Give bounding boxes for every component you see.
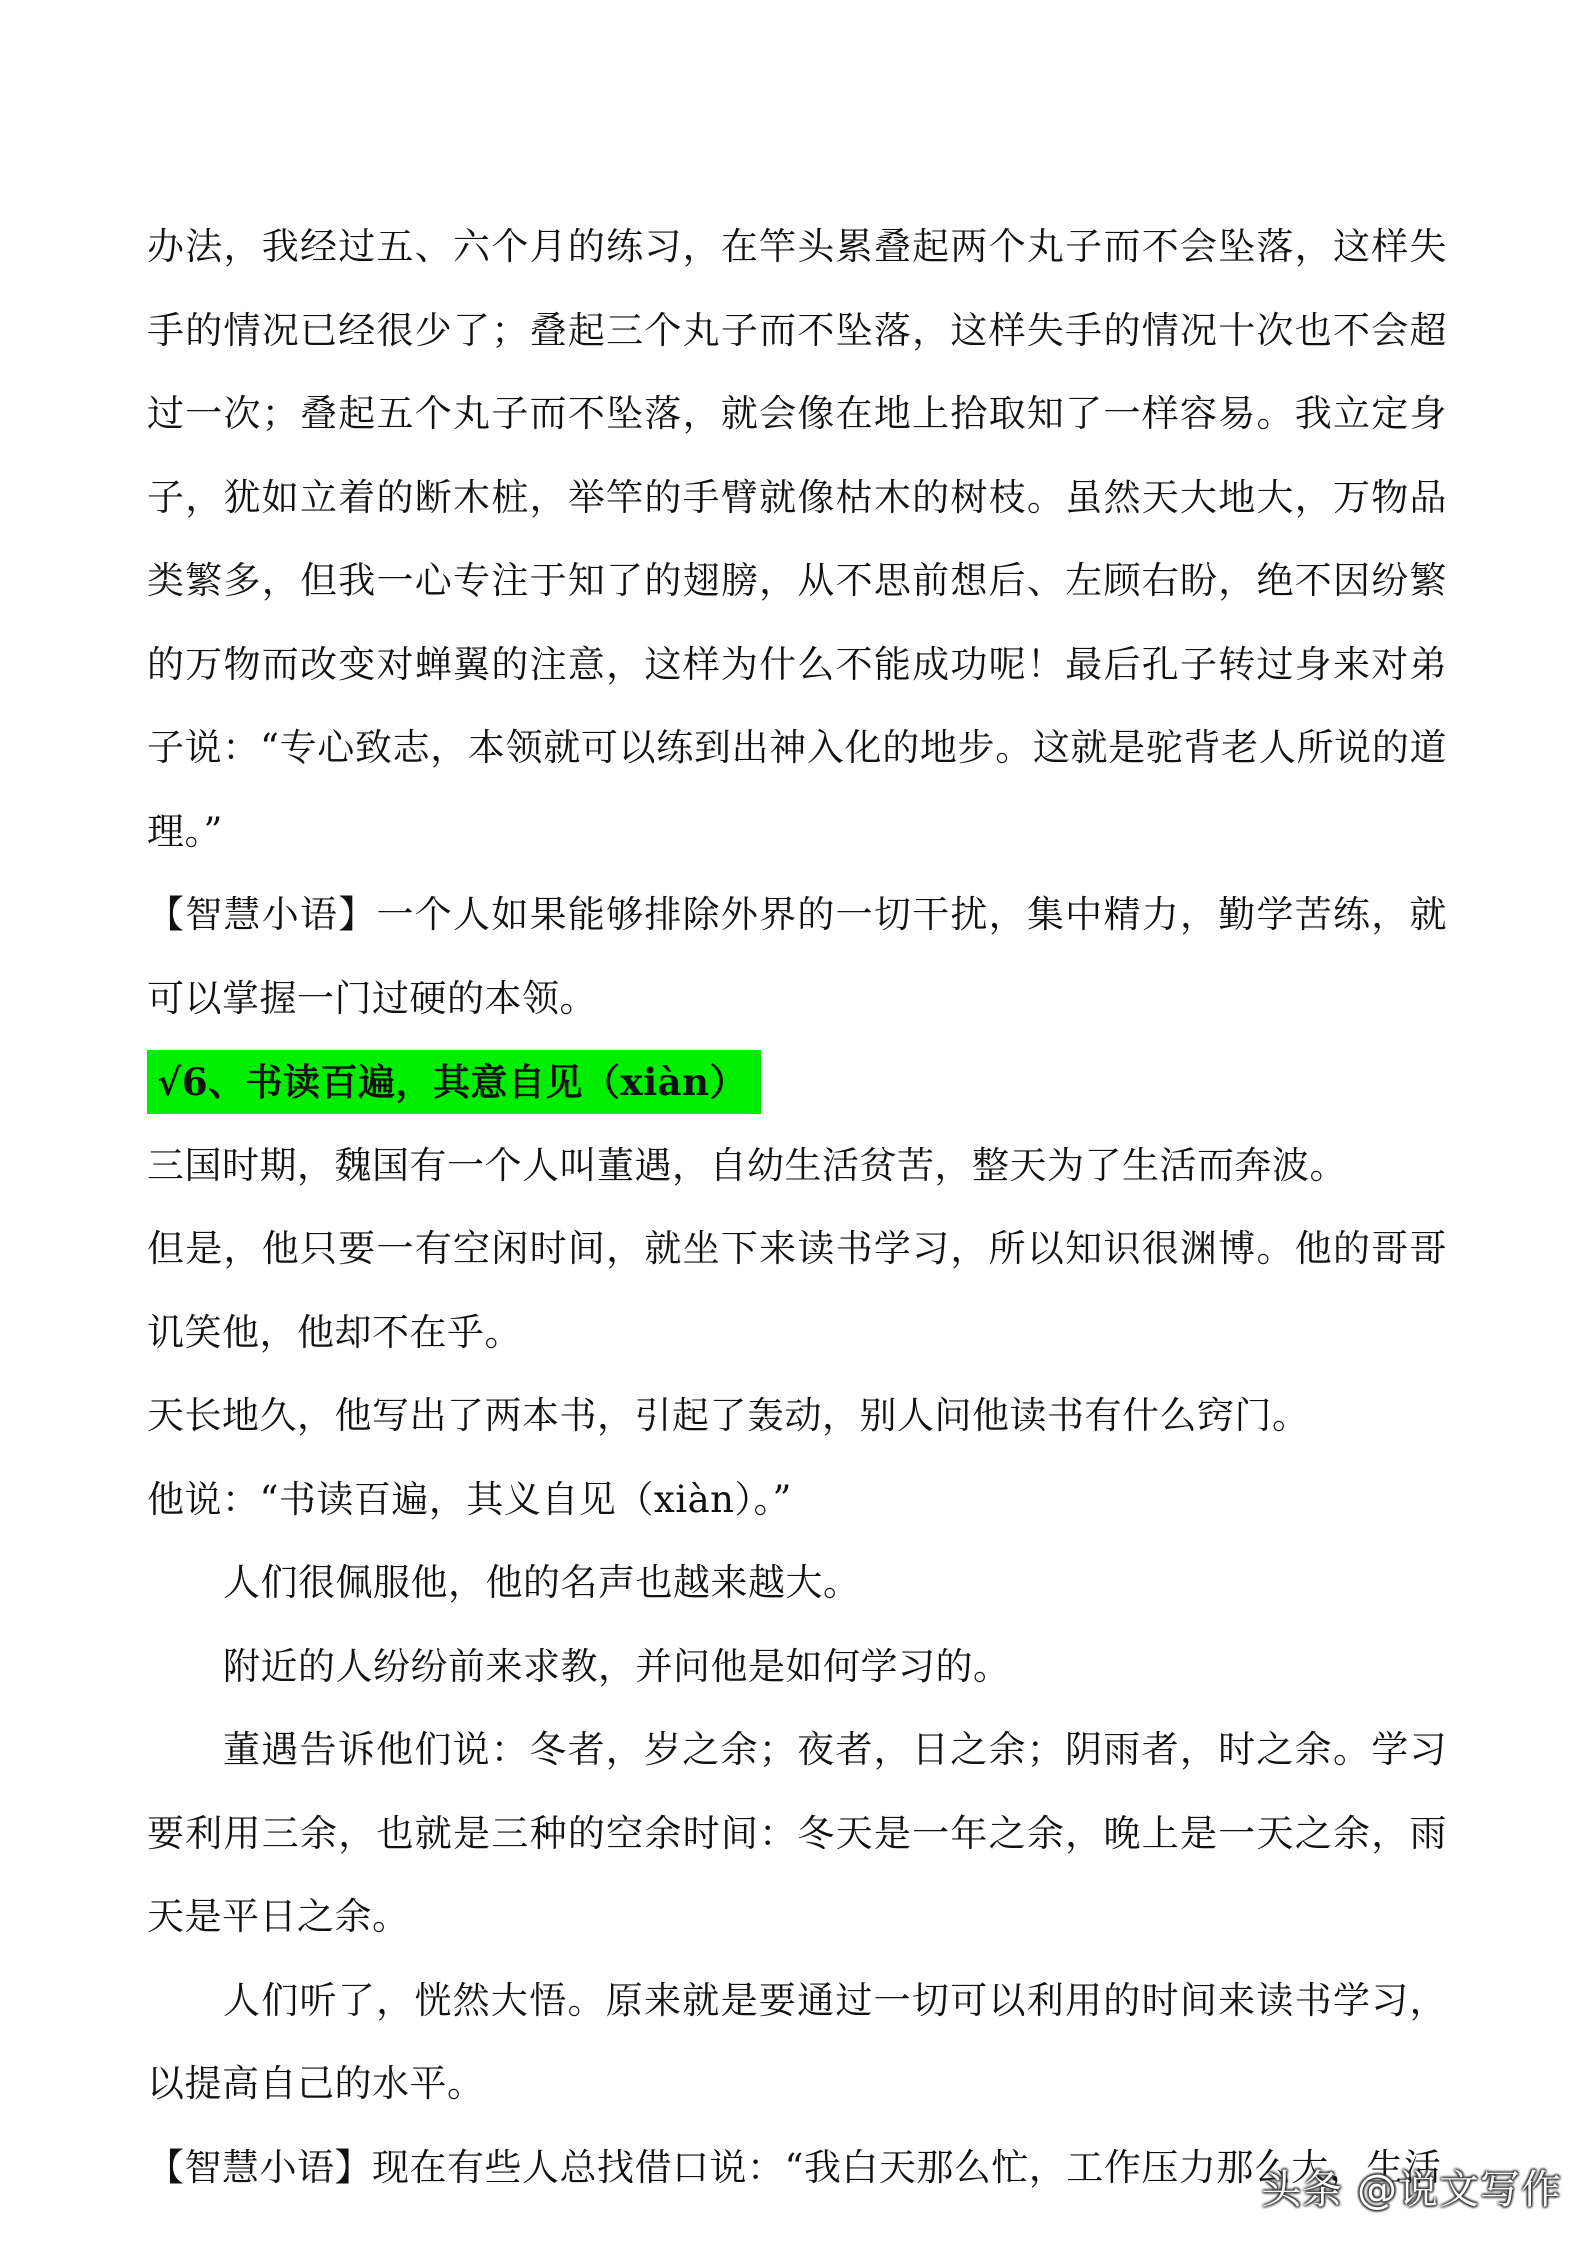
story-indented-4: 人们听了，恍然大悟。原来就是要通过一切可以利用的时间来读书学习，以提高自己的水平。 <box>147 1978 1447 2105</box>
story-line-4: 他说：“书读百遍，其义自见（xiàn）。” <box>147 1477 792 1521</box>
section-heading-row <box>147 1040 1447 1124</box>
story-indented-1: 人们很佩服他，他的名声也越来越大。 <box>223 1561 861 1604</box>
document-page <box>147 205 1447 2209</box>
watermark: 头条 @说文写作 <box>1261 2167 1562 2213</box>
story-indented-3: 董遇告诉他们说：冬者，岁之余；夜者，日之余；阴雨者，时之余。学习要利用三余，也就是三种的空余时间：冬天是一年之余，晚上是一天之余，雨天是平日之余。 <box>147 1728 1447 1938</box>
wisdom-note-2: 【智慧小语】现在有些人总找借口说：“我白天那么忙，工作压力那么大，生活 <box>147 2145 1442 2189</box>
story-paragraph-continued: 办法，我经过五、六个月的练习，在竿头累叠起两个丸子而不会坠落，这样失手的情况已经很少了；叠起三个丸子而不坠落，这样失手的情况十次也不会超过一次；叠起五个丸子而不坠落，就会像在地上拾取知了一样容易。我立定身子，犹如立着的断木桩，举竿的手臂就像枯木的树枝。虽然天大地大，万物品类繁多，但我一心专注于知了的翅膀，从不思前想后、左顾右盼，绝不因纷繁的万物而改变对蝉翼的注意，这样为什么不能成功呢！最后孔子转过身来对弟子说：“专心致志，本领就可以练到出神入化的地步。这就是驼背老人所说的道理。” <box>147 225 1447 853</box>
story-line-1: 三国时期，魏国有一个人叫董遇，自幼生活贫苦，整天为了生活而奔波。 <box>147 1143 1347 1187</box>
wisdom-note-1: 【智慧小语】一个人如果能够排除外界的一切干扰，集中精力，勤学苦练，就可以掌握一门过硬的本领。 <box>147 893 1447 1020</box>
section-heading: √6、书读百遍，其意自见（xiàn） <box>147 1050 761 1114</box>
story-indented-2: 附近的人纷纷前来求教，并问他是如何学习的。 <box>223 1644 1011 1688</box>
story-line-2: 但是，他只要一有空闲时间，就坐下来读书学习，所以知识很渊博。他的哥哥讥笑他，他却不在乎。 <box>147 1227 1447 1354</box>
story-line-3: 天长地久，他写出了两本书，引起了轰动，别人问他读书有什么窍门。 <box>147 1394 1310 1437</box>
